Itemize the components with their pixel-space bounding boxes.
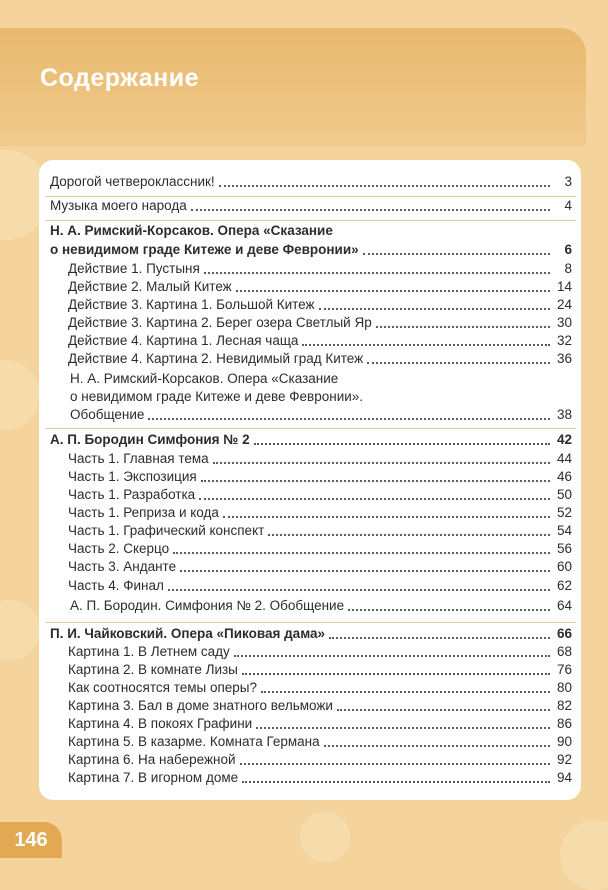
toc-entry-page: 94 [556, 770, 572, 785]
toc-entry-title: Н. А. Римский-Корсаков. Опера «Сказание [50, 223, 333, 238]
toc-section-heading[interactable] [50, 240, 572, 259]
toc-entry[interactable] [68, 678, 572, 697]
toc-entry-title: Часть 1. Реприза и кода [68, 505, 219, 520]
toc-entry-title: Музыка моего народа [50, 198, 187, 213]
toc-entry-page: 4 [564, 198, 572, 213]
toc-entry[interactable] [68, 642, 572, 661]
dot-leader [168, 589, 550, 591]
toc-entry-page: 92 [556, 752, 572, 767]
toc-entry-page: 42 [556, 432, 572, 447]
toc-section-heading[interactable] [50, 221, 572, 240]
toc-entry-title: Часть 1. Экспозиция [68, 469, 197, 484]
toc-entry-page: 38 [556, 407, 572, 422]
toc-entry[interactable] [68, 660, 572, 679]
toc-entry-title: Часть 1. Разработка [68, 487, 196, 502]
toc-entry-page: 54 [556, 523, 572, 538]
dot-leader [261, 691, 550, 693]
page-number: 146 [14, 828, 48, 851]
toc-entry-title: Обобщение [70, 407, 145, 422]
background-circle [560, 820, 608, 890]
dot-leader [219, 185, 550, 187]
toc-entry[interactable] [68, 557, 572, 576]
toc-entry-title: Действие 3. Картина 2. Берег озера Светлый Яр [68, 315, 372, 330]
toc-entry-title: Часть 3. Анданте [68, 559, 177, 574]
toc-entry[interactable] [68, 732, 572, 751]
dot-leader [240, 763, 551, 765]
toc-entry-title: Действие 4. Картина 2. Невидимый град Китеж [68, 351, 364, 366]
toc-entry-title: Действие 2. Малый Китеж [68, 279, 232, 294]
toc-entry-page: 60 [556, 559, 572, 574]
section-divider [46, 428, 576, 429]
toc-entry-title: Картина 4. В покоях Графини [68, 716, 253, 731]
toc-entry[interactable] [70, 387, 572, 406]
toc-entry-title: о невидимом граде Китеже и деве Февронии». [70, 389, 364, 404]
dot-leader [302, 344, 550, 346]
dot-leader [201, 480, 550, 482]
toc-entry-page: 64 [556, 598, 572, 613]
background-circle [300, 812, 350, 862]
toc-entry-title: Дорогой четвероклассник! [50, 174, 215, 189]
toc-entry-title: Картина 3. Бал в доме знатного вельможи [68, 698, 333, 713]
toc-entry[interactable] [68, 485, 572, 504]
toc-entry-page: 86 [556, 716, 572, 731]
dot-leader [268, 534, 550, 536]
toc-entry-page: 36 [556, 351, 572, 366]
toc-entry-title: о невидимом граде Китеже и деве Февронии» [50, 242, 359, 257]
toc-entry-title: Картина 7. В игорном доме [68, 770, 239, 785]
toc-section-heading[interactable] [50, 430, 572, 449]
toc-entry[interactable] [68, 259, 572, 278]
toc-entry[interactable] [68, 313, 572, 332]
toc-entry-page: 56 [556, 541, 572, 556]
toc-entry-title: Часть 2. Скерцо [68, 541, 170, 556]
dot-leader [367, 362, 550, 364]
toc-entry-page: 3 [564, 174, 572, 189]
toc-entry-title: А. П. Бородин. Симфония № 2. Обобщение [70, 598, 345, 613]
toc-entry[interactable] [68, 750, 572, 769]
toc-entry[interactable] [68, 714, 572, 733]
toc-entry-title: А. П. Бородин Симфония № 2 [50, 432, 250, 447]
toc-entry-title: Н. А. Римский-Корсаков. Опера «Сказание [70, 371, 339, 386]
toc-entry[interactable] [50, 196, 572, 215]
toc-entry-page: 14 [556, 279, 572, 294]
toc-entry-page: 50 [556, 487, 572, 502]
toc-entry-title: Картина 2. В комнате Лизы [68, 662, 238, 677]
toc-entry-page: 90 [556, 734, 572, 749]
toc-entry[interactable] [70, 405, 572, 424]
dot-leader [223, 516, 550, 518]
toc-entry[interactable] [70, 369, 572, 388]
toc-entry-page: 76 [556, 662, 572, 677]
dot-leader [254, 443, 550, 445]
toc-section-heading[interactable] [50, 624, 572, 643]
dot-leader [329, 637, 550, 639]
toc-entry-page: 68 [556, 644, 572, 659]
toc-entry-page: 80 [556, 680, 572, 695]
dot-leader [242, 781, 550, 783]
toc-entry-page: 62 [556, 578, 572, 593]
toc-entry[interactable] [68, 295, 572, 314]
background-circle [0, 600, 40, 660]
dot-leader [376, 326, 550, 328]
toc-entry-page: 30 [556, 315, 572, 330]
toc-entry[interactable] [68, 467, 572, 486]
toc-entry[interactable] [68, 331, 572, 350]
toc-entry-page: 82 [556, 698, 572, 713]
toc-entry-title: Как соотносятся темы оперы? [68, 680, 258, 695]
page-number-badge [0, 822, 62, 858]
dot-leader [204, 272, 550, 274]
toc-entry[interactable] [68, 696, 572, 715]
dot-leader [173, 552, 550, 554]
section-divider [46, 622, 576, 623]
dot-leader [213, 462, 550, 464]
toc-entry-page: 24 [556, 297, 572, 312]
toc-entry-title: Картина 5. В казарме. Комната Германа [68, 734, 320, 749]
toc-entry[interactable] [68, 449, 572, 468]
toc-entry[interactable] [68, 277, 572, 296]
toc-entry[interactable] [70, 596, 572, 615]
toc-entry-page: 66 [556, 626, 572, 641]
toc-entry-title: Часть 4. Финал [68, 578, 164, 593]
dot-leader [199, 498, 550, 500]
dot-leader [319, 308, 550, 310]
dot-leader [324, 745, 550, 747]
dot-leader [191, 209, 550, 211]
toc-entry-title: П. И. Чайковский. Опера «Пиковая дама» [50, 626, 326, 641]
toc-entry-title: Действие 3. Картина 1. Большой Китеж [68, 297, 315, 312]
toc-entry-page: 6 [564, 242, 572, 257]
toc-entry-page: 46 [556, 469, 572, 484]
dot-leader [348, 609, 550, 611]
background-circle [0, 360, 40, 430]
toc-entry-title: Картина 6. На набережной [68, 752, 236, 767]
toc-entry-page: 52 [556, 505, 572, 520]
toc-entry[interactable] [68, 503, 572, 522]
toc-entry[interactable] [68, 521, 572, 540]
toc-entry[interactable] [68, 768, 572, 787]
dot-leader [337, 709, 550, 711]
dot-leader [236, 290, 550, 292]
toc-entry-title: Картина 1. В Летнем саду [68, 644, 230, 659]
dot-leader [148, 418, 550, 420]
dot-leader [234, 655, 550, 657]
toc-entry[interactable] [68, 349, 572, 368]
dot-leader [256, 727, 550, 729]
toc-entry-title: Часть 1. Главная тема [68, 451, 209, 466]
toc-entry[interactable] [68, 576, 572, 595]
dot-leader [242, 673, 550, 675]
toc-entry-page: 8 [564, 261, 572, 276]
page-title: Содержание [40, 64, 200, 92]
dot-leader [363, 253, 550, 255]
dot-leader [180, 570, 550, 572]
toc-entry-title: Действие 4. Картина 1. Лесная чаща [68, 333, 299, 348]
toc-entry-page: 32 [556, 333, 572, 348]
toc-entry[interactable] [50, 172, 572, 191]
toc-entry-page: 44 [556, 451, 572, 466]
toc-entry-title: Часть 1. Графический конспект [68, 523, 265, 538]
toc-entry[interactable] [68, 539, 572, 558]
toc-entry-title: Действие 1. Пустыня [68, 261, 200, 276]
